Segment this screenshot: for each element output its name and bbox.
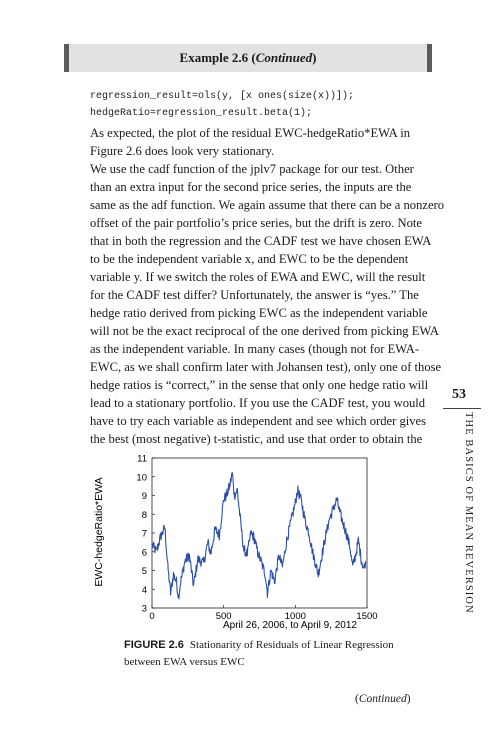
y-tick-label: 9 [141,491,147,502]
residual-line-chart [75,450,385,633]
example-title-bar [64,44,432,72]
text-line: EWC, as we shall confirm later with Johansen test), only one of those [90,360,442,374]
code-block [90,88,354,122]
y-tick-label: 3 [141,603,147,615]
y-tick-label: 6 [141,547,147,559]
text-line: variable y. If we switch the roles of EWA and EWC, will the result [90,270,426,284]
text-line: We use the cadf function of the jplv7 package for our test. Other [90,162,414,176]
continued-italic: Continued [358,693,407,705]
y-tick-label: 5 [141,566,147,577]
text-line: lead to a stationary portfolio. If you use the CADF test, you would [90,396,426,410]
text-line: hedge ratio derived from picking EWC as the independent variable [90,306,428,320]
body-text [76,124,445,448]
page-number: 53 [452,387,466,402]
x-tick-label: 1500 [356,611,378,622]
continued-close: ) [406,693,411,705]
text-line: than an extra input for the second price series, the inputs are the [90,180,412,194]
code-line: regression_result=ols(y, [x ones(size(x))]); [90,91,355,102]
example-title-suffix: ) [312,50,317,65]
text-line: same as the adf function. We again assume that there can be a nonzero [90,198,445,212]
code-line: hedgeRatio=regression_result.beta(1); [90,108,313,119]
paragraph [76,160,445,448]
plot-frame [152,458,367,608]
text-line: as the independent variable. In many cases (though not for EWA- [90,342,420,356]
running-head: THE BASICS OF MEAN REVERSION [463,412,474,614]
x-tick-label: 0 [149,611,155,622]
text-line: have to try each variable as independent and see which order gives [90,414,427,428]
continued-note [355,693,411,705]
paragraph [76,124,432,160]
figure-caption-text: Stationarity of Residuals of Linear Regression between EWA versus EWC [124,639,394,668]
text-line: hedge ratios is “correct,” in the sense that only one hedge ratio will [90,378,429,392]
x-axis-label: April 26, 2006, to April 9, 2012 [223,620,357,631]
figure-caption [124,637,414,671]
continued-open: ( [355,693,359,705]
text-line: the best (most negative) t-statistic, and use that order to obtain the [90,432,423,446]
example-title-prefix: Example 2.6 ( [179,50,256,65]
y-tick-label: 7 [141,528,147,540]
y-tick-label: 11 [137,453,147,465]
x-tick-label: 500 [215,611,232,622]
figure-chart [75,450,385,633]
example-title [64,44,432,72]
figure-label: FIGURE 2.6 [124,639,184,651]
text-line: Figure 2.6 does look very stationary. [90,144,275,158]
y-axis-label: EWC-hedgeRatio*EWA [93,477,105,587]
text-line: to be the independent variable x, and EWC to be the dependent [90,252,409,266]
text-line: that in both the regression and the CADF test we have chosen EWA [90,234,432,248]
text-line: will not be the exact reciprocal of the one derived from picking EWA [90,324,439,338]
y-tick-label: 4 [141,584,147,596]
y-tick-label: 8 [141,509,147,521]
text-line: for the CADF test differ? Unfortunately, the answer is “yes.” The [90,288,419,302]
page-number-rule [443,408,481,409]
text-line: As expected, the plot of the residual EWC-hedgeRatio*EWA in [90,126,411,140]
example-title-italic: Continued [255,50,313,65]
text-line: offset of the pair portfolio’s price series, but the drift is zero. Note [90,216,423,230]
x-tick-label: 1000 [284,611,306,622]
y-tick-label: 10 [136,472,147,484]
